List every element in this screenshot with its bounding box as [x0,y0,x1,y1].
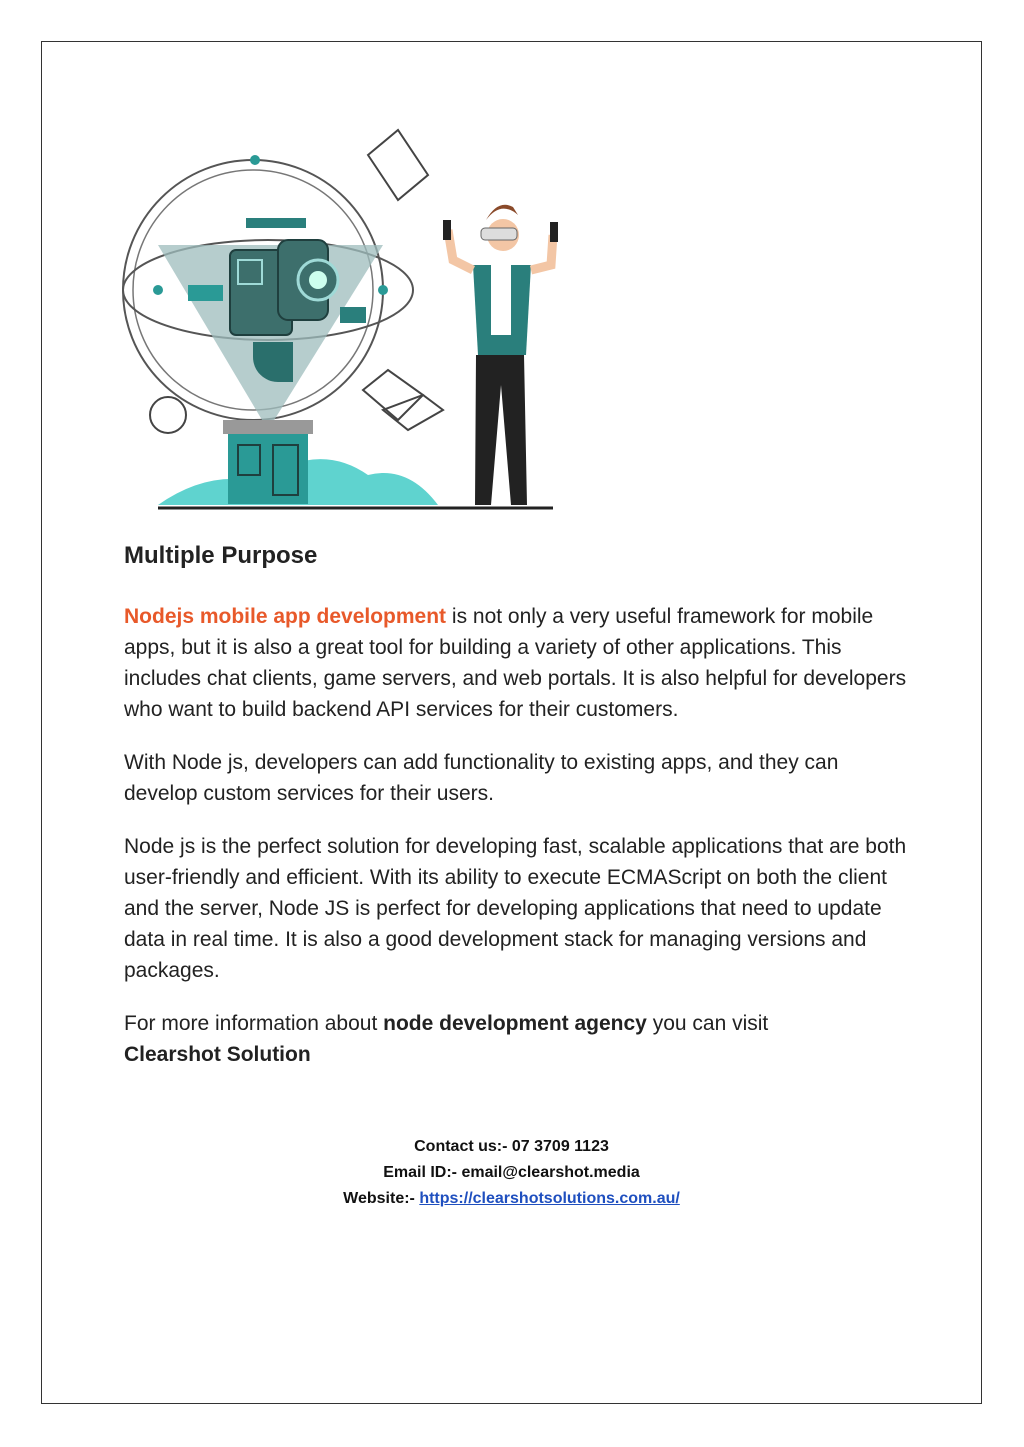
contact-email: Email ID:- email@clearshot.media [383,1164,640,1181]
node-agency-text: node development agency [383,1012,647,1036]
contact-website [41,1186,982,1212]
clearshot-solution-text: Clearshot Solution [124,1043,311,1067]
vr-illustration [118,110,568,520]
paragraph-solution: Node js is the perfect solution for developing fast, scalable applications that are both user-friendly and efficient. With its ability to execute ECMAScript on both the client and the server, Node JS is perfect for developing applications that need to update data in real time. It is also a good development stack for managing versions and packages. [124,835,907,983]
vr-person-camera-icon [118,110,568,520]
contact-phone: Contact us:- 07 3709 1123 [414,1138,609,1155]
visit-text: you can visit [646,1012,769,1036]
paragraph-intro-text: is not only a very useful framework for mobile apps, but it is also a great tool for building a variety of other applications. This includes chat clients, game servers, and web portals. It is also helpful for developers who want to build backend API services for their customers. [124,605,907,722]
website-label: Website:- [343,1190,420,1207]
contact-block [41,1134,982,1212]
more-info-text: For more information about [124,1012,384,1036]
paragraph-intro [124,601,914,725]
website-link[interactable]: https://clearshotsolutions.com.au/ [419,1190,680,1207]
paragraph-more-info [124,1008,914,1070]
paragraph-functionality: With Node js, developers can add functionality to existing apps, and they can develop custom services for their users. [124,751,839,806]
section-heading: Multiple Purpose [124,542,318,569]
main-content [124,540,914,1092]
nodejs-dev-link[interactable]: Nodejs mobile app development [124,605,447,629]
